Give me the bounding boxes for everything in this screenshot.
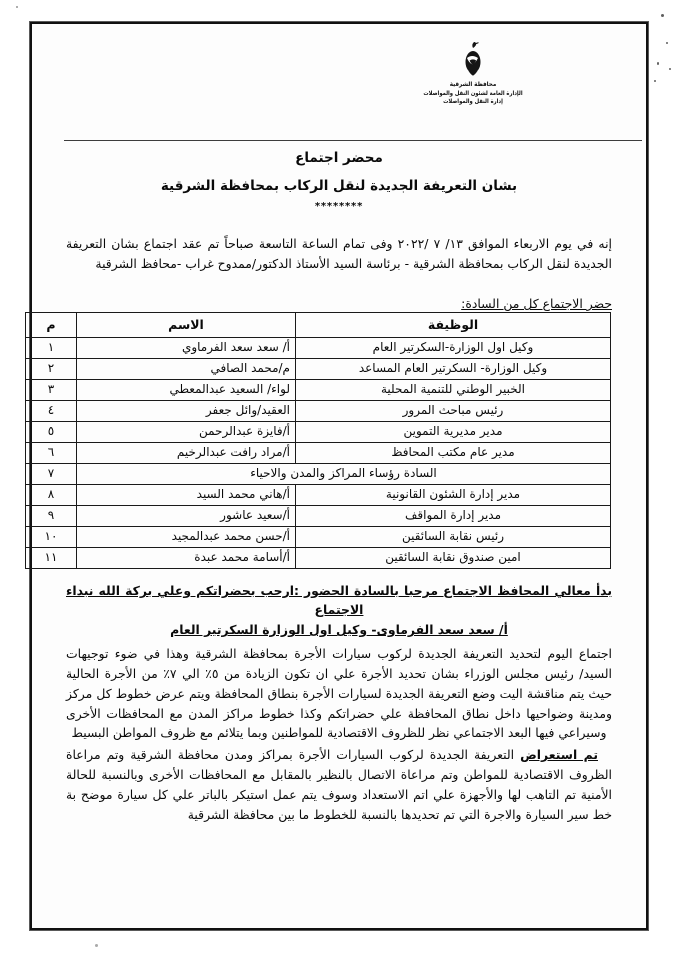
letterhead [32, 38, 646, 106]
scan-speckle [654, 80, 656, 82]
column-header-number: م [26, 313, 77, 338]
cell-role: مدير إدارة الشئون القانونية [296, 485, 611, 506]
attendance-lead-text: حضر الاجتماع كل من السادة: [461, 296, 612, 311]
cell-role: رئيس مباحث المرور [296, 401, 611, 422]
cell-role: مدير عام مكتب المحافظ [296, 443, 611, 464]
table-header-row [26, 313, 611, 338]
table-row [26, 401, 611, 422]
document-page [30, 22, 648, 930]
title-separator: ******** [314, 201, 364, 212]
table-row [26, 422, 611, 443]
table-row [26, 464, 611, 485]
cell-name: أ/حسن محمد عبدالمجيد [77, 527, 296, 548]
cell-name: أ/ سعد سعد الفرماوي [77, 338, 296, 359]
cell-number: ٩ [26, 506, 77, 527]
table-row [26, 359, 611, 380]
page-subtitle: بشان التعريفة الجديدة لنقل الركاب بمحافظة الشرقية [160, 178, 518, 194]
scan-speckle [16, 6, 18, 8]
scan-speckle [669, 68, 671, 70]
scan-speckle [657, 62, 659, 65]
title-block [32, 150, 646, 212]
paragraph-2-lead: تم استعراض [520, 747, 598, 763]
cell-number: ٤ [26, 401, 77, 422]
cell-number: ٥ [26, 422, 77, 443]
cell-name: أ/هاني محمد السيد [77, 485, 296, 506]
cell-number: ١ [26, 338, 77, 359]
opening-statement: بدأ معالي المحافظ الاجتماع مرحبا بالسادة الحضور :ارحب بحضراتكم وعلي بركة الله نبداء الاجتماع [66, 583, 612, 617]
table-row [26, 548, 611, 569]
letterhead-governorate: محافظة الشرقية [449, 81, 497, 89]
header-divider [64, 140, 642, 141]
scan-speckle [95, 944, 98, 947]
table-row [26, 380, 611, 401]
speaker-line: أ/ سعد سعد الفرماوى- وكيل اول الوزارة السكرتير العام [170, 622, 508, 638]
page-title: محضر اجتماع [295, 150, 383, 166]
cell-number: ٧ [26, 464, 77, 485]
table-row [26, 506, 611, 527]
column-header-role: الوظيفة [296, 313, 611, 338]
scan-speckle [666, 42, 668, 44]
cell-number: ١١ [26, 548, 77, 569]
column-header-name: الاسم [77, 313, 296, 338]
body-paragraph-2 [66, 745, 612, 824]
cell-role: وكيل الوزارة- السكرتير العام المساعد [296, 359, 611, 380]
attendees-table [25, 312, 611, 569]
cell-name: أ/أسامة محمد عبدة [77, 548, 296, 569]
eagle-crest-icon [460, 38, 486, 78]
letterhead-department-general: الإدارة العامة لشئون النقل والمواصلات [423, 90, 523, 98]
body-text [66, 582, 612, 827]
cell-role: الخبير الوطني للتنمية المحلية [296, 380, 611, 401]
cell-name: أ/سعيد عاشور [77, 506, 296, 527]
cell-name: أ/مراد رافت عبدالرخيم [77, 443, 296, 464]
cell-name: لواء/ السعيد عبدالمعطي [77, 380, 296, 401]
cell-role: رئيس نقابة السائقين [296, 527, 611, 548]
table-row [26, 527, 611, 548]
cell-name: م/محمد الصافي [77, 359, 296, 380]
cell-name: العقيد/وائل جعفر [77, 401, 296, 422]
table-row [26, 443, 611, 464]
cell-merged-name-role: السادة رؤساء المراكز والمدن والاحياء [77, 464, 611, 485]
cell-name: أ/فايزة عبدالرحمن [77, 422, 296, 443]
table-row [26, 338, 611, 359]
cell-number: ٨ [26, 485, 77, 506]
cell-number: ٣ [26, 380, 77, 401]
table-row [26, 485, 611, 506]
cell-role: وكيل اول الوزارة-السكرتير العام [296, 338, 611, 359]
letterhead-department: إدارة النقل والمواصلات [443, 98, 503, 106]
cell-role: امين صندوق نقابة السائقين [296, 548, 611, 569]
cell-number: ١٠ [26, 527, 77, 548]
cell-role: مدير إدارة المواقف [296, 506, 611, 527]
cell-role: مدير مديرية التموين [296, 422, 611, 443]
cell-number: ٦ [26, 443, 77, 464]
cell-number: ٢ [26, 359, 77, 380]
scan-speckle [661, 14, 664, 17]
intro-paragraph: إنه في يوم الاربعاء الموافق ١٣/ ٧ /٢٠٢٢ وفى تمام الساعة التاسعة صباحاً تم عقد اجتماع بشان التعريفة الجديدة لنقل الركاب بمحافظة الشرقية - برئاسة السيد الأستاذ الدكتور/ممدوح غراب -محافظ الشرقية [66, 236, 612, 272]
paragraph-2-rest: التعريفة الجديدة لركوب السيارات الأجرة بمراكز ومدن محافظة الشرقية وتم مراعاة الظروف الاقتصادية للمواطن وتم مراعاة الاتصال بالنظير بالمقابل مع المحافظات الأخرى وبالنسبة للحالة الأمنية تم التاهب لها والأجهزة علي اتم الاستعداد وسوف يتم عمل استيكر بالباتر علي كل سيارة موضح بة خط سير السيارة والاجرة التي تم تحديدها بالنسبة للخطوط ما بين محافظة الشرقية [66, 747, 612, 822]
body-paragraph-1: اجتماع اليوم لتحديد التعريفة الجديدة لركوب سيارات الأجرة بمحافظة الشرقية وهذا في ضوء توجيهات السيد/ رئيس مجلس الوزراء بشان تحديد الأجرة علي ان تكون الزيادة من ٥٪ الي ٧٪ من الأجرة الحالية حيث يتم مناقشة اليت وضع التعريفة الجديدة لسيارات الأجرة بنطاق المحافظة ويتم عرض خطوط كل مركز ومدينة وضواحيها داخل نطاق المحافظة علي حضراتكم وكذا خطوط مراكز المدن مع المحافظات الأخرى وسيراعي فيها البعد الاجتماعي نظر للظروف الاقتصادية للمواطنين وبما يتلائم مع ظروف المواطن البسيط [66, 646, 612, 741]
